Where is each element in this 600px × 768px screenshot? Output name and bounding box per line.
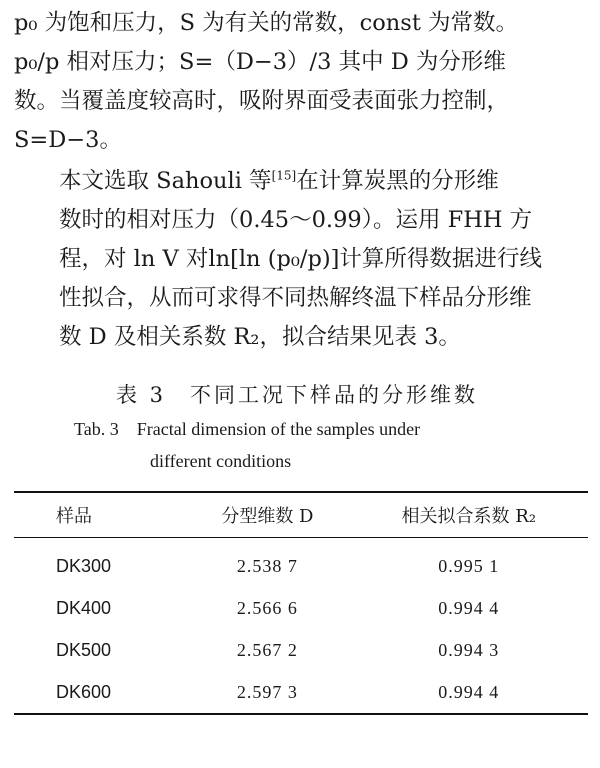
text-line: p₀/p 相对压力；S=（D−3）/3 其中 D 为分形维 — [14, 49, 506, 75]
table-row — [14, 538, 588, 588]
cell-r2: 0.994 3 — [438, 639, 500, 660]
text-line: 数时的相对压力（0.45～0.99）。运用 FHH 方 — [59, 207, 533, 233]
table-caption-zh: 表 3 不同工况下样品的分形维数 — [115, 383, 479, 407]
cell-r2: 0.994 4 — [438, 681, 500, 702]
caption-en-line-2: different conditions — [150, 451, 292, 471]
cell-sample: DK500 — [56, 639, 112, 660]
text-line — [14, 162, 580, 201]
cell-sample: DK400 — [56, 597, 112, 618]
text-line: 数 D 及相关系数 R₂，拟合结果见表 3。 — [59, 324, 461, 350]
cell-sample: DK300 — [56, 555, 112, 576]
table-row — [14, 587, 588, 629]
table-row — [14, 629, 588, 671]
table-header-row — [14, 492, 588, 538]
header-correlation: 相关拟合系数 R₂ — [401, 506, 537, 527]
table-row — [14, 671, 588, 714]
cell-r2: 0.995 1 — [438, 555, 500, 576]
citation-ref: [15] — [271, 168, 297, 183]
text-line: p₀ 为饱和压力，S 为有关的常数，const 为常数。 — [14, 10, 519, 36]
header-fractal-dimension: 分型维数 D — [221, 506, 314, 527]
cell-d: 2.567 2 — [236, 639, 298, 660]
caption-en-line-1: Tab. 3 Fractal dimension of the samples under — [74, 419, 421, 439]
table-caption-en — [14, 413, 580, 477]
text-fragment: 在计算炭黑的分形维 — [296, 168, 499, 194]
text-fragment: 本文选取 Sahouli 等 — [59, 168, 272, 194]
cell-sample: DK600 — [56, 681, 112, 702]
fractal-dimension-table — [14, 491, 588, 715]
paragraph-2 — [14, 162, 580, 357]
cell-d: 2.597 3 — [236, 681, 298, 702]
cell-r2: 0.994 4 — [438, 597, 500, 618]
text-line: 数。当覆盖度较高时，吸附界面受表面张力控制， — [14, 88, 510, 114]
cell-d: 2.566 6 — [236, 597, 298, 618]
text-line: 程，对 ln V 对ln[ln (p₀/p)]计算所得数据进行线 — [59, 246, 542, 272]
header-sample: 样品 — [56, 506, 92, 526]
text-line: 性拟合，从而可求得不同热解终温下样品分形维 — [59, 285, 532, 311]
text-line: S=D−3。 — [14, 127, 122, 153]
paragraph-1 — [14, 4, 580, 160]
cell-d: 2.538 7 — [236, 555, 298, 576]
